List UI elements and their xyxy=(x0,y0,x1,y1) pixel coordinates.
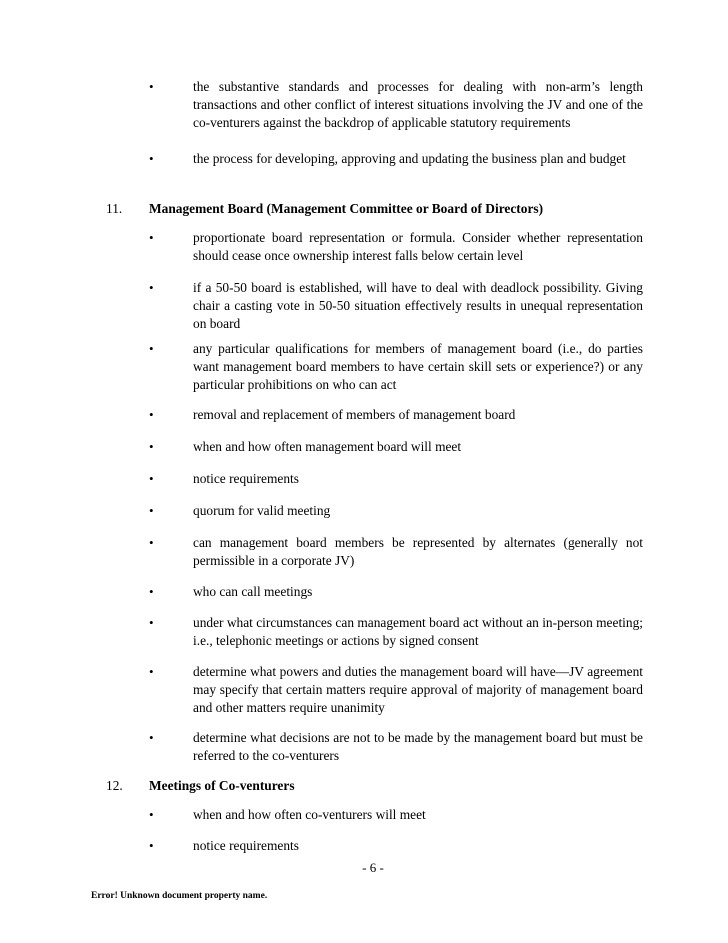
page-number xyxy=(0,860,728,876)
list-item-text: quorum for valid meeting xyxy=(193,503,331,518)
list-item-text: who can call meetings xyxy=(193,584,313,599)
list-item-text: can management board members be represented by alternates (generally not permissible in a corporate JV) xyxy=(193,535,643,568)
list-item-text: the process for developing, approving and updating the business plan and budget xyxy=(193,151,626,166)
section-number: 12. xyxy=(106,778,123,793)
list-item-text: when and how often management board will meet xyxy=(193,439,462,454)
list-item-text: under what circumstances can management board act without an in-person meeting; i.e., telephonic meetings or actions by signed consent xyxy=(193,615,643,648)
list-item-text: notice requirements xyxy=(193,471,299,486)
bullet-icon: • xyxy=(149,535,154,550)
bullet-icon: • xyxy=(149,807,154,822)
list-item-text: if a 50-50 board is established, will have to deal with deadlock possibility. Giving chair a casting vote in 50-50 situation effectively results in unequal representation on board xyxy=(193,280,643,331)
page-number-text: - 6 - xyxy=(362,860,384,875)
bullet-icon: • xyxy=(149,503,154,518)
list-item-text: determine what powers and duties the management board will have—JV agreement may specify that certain matters require approval of majority of management board and other matters require unanimity xyxy=(193,664,643,715)
bullet-icon: • xyxy=(149,471,154,486)
bullet-icon: • xyxy=(149,79,154,94)
bullet-icon: • xyxy=(149,407,154,422)
list-item-text: the substantive standards and processes for dealing with non-arm’s length transactions and other conflict of interest situations involving the JV and one of the co-venturers against the backdrop of applicable statutory requirements xyxy=(193,79,643,130)
list-item-text: when and how often co-venturers will meet xyxy=(193,807,426,822)
list-item-text: any particular qualifications for members of management board (i.e., do parties want management board members to have certain skill sets or experience?) or any particular prohibitions on who can act xyxy=(193,341,643,392)
bullet-icon: • xyxy=(149,615,154,630)
bullet-icon: • xyxy=(149,341,154,356)
list-item-text: notice requirements xyxy=(193,838,299,853)
bullet-icon: • xyxy=(149,838,154,853)
footer-text: Error! Unknown document property name. xyxy=(91,891,268,901)
section-title: Meetings of Co-venturers xyxy=(149,778,295,793)
bullet-icon: • xyxy=(149,439,154,454)
bullet-icon: • xyxy=(149,664,154,679)
bullet-icon: • xyxy=(149,584,154,599)
list-item-text: proportionate board representation or formula. Consider whether representation should cease once ownership interest falls below certain level xyxy=(193,230,643,263)
bullet-icon: • xyxy=(149,230,154,245)
list-item-text: removal and replacement of members of management board xyxy=(193,407,516,422)
bullet-icon: • xyxy=(149,280,154,295)
section-number: 11. xyxy=(106,201,123,216)
list-item-text: determine what decisions are not to be made by the management board but must be referred to the co-venturers xyxy=(193,730,643,763)
bullet-icon: • xyxy=(149,730,154,745)
bullet-icon: • xyxy=(149,151,154,166)
section-title: Management Board (Management Committee or Board of Directors) xyxy=(149,201,544,216)
